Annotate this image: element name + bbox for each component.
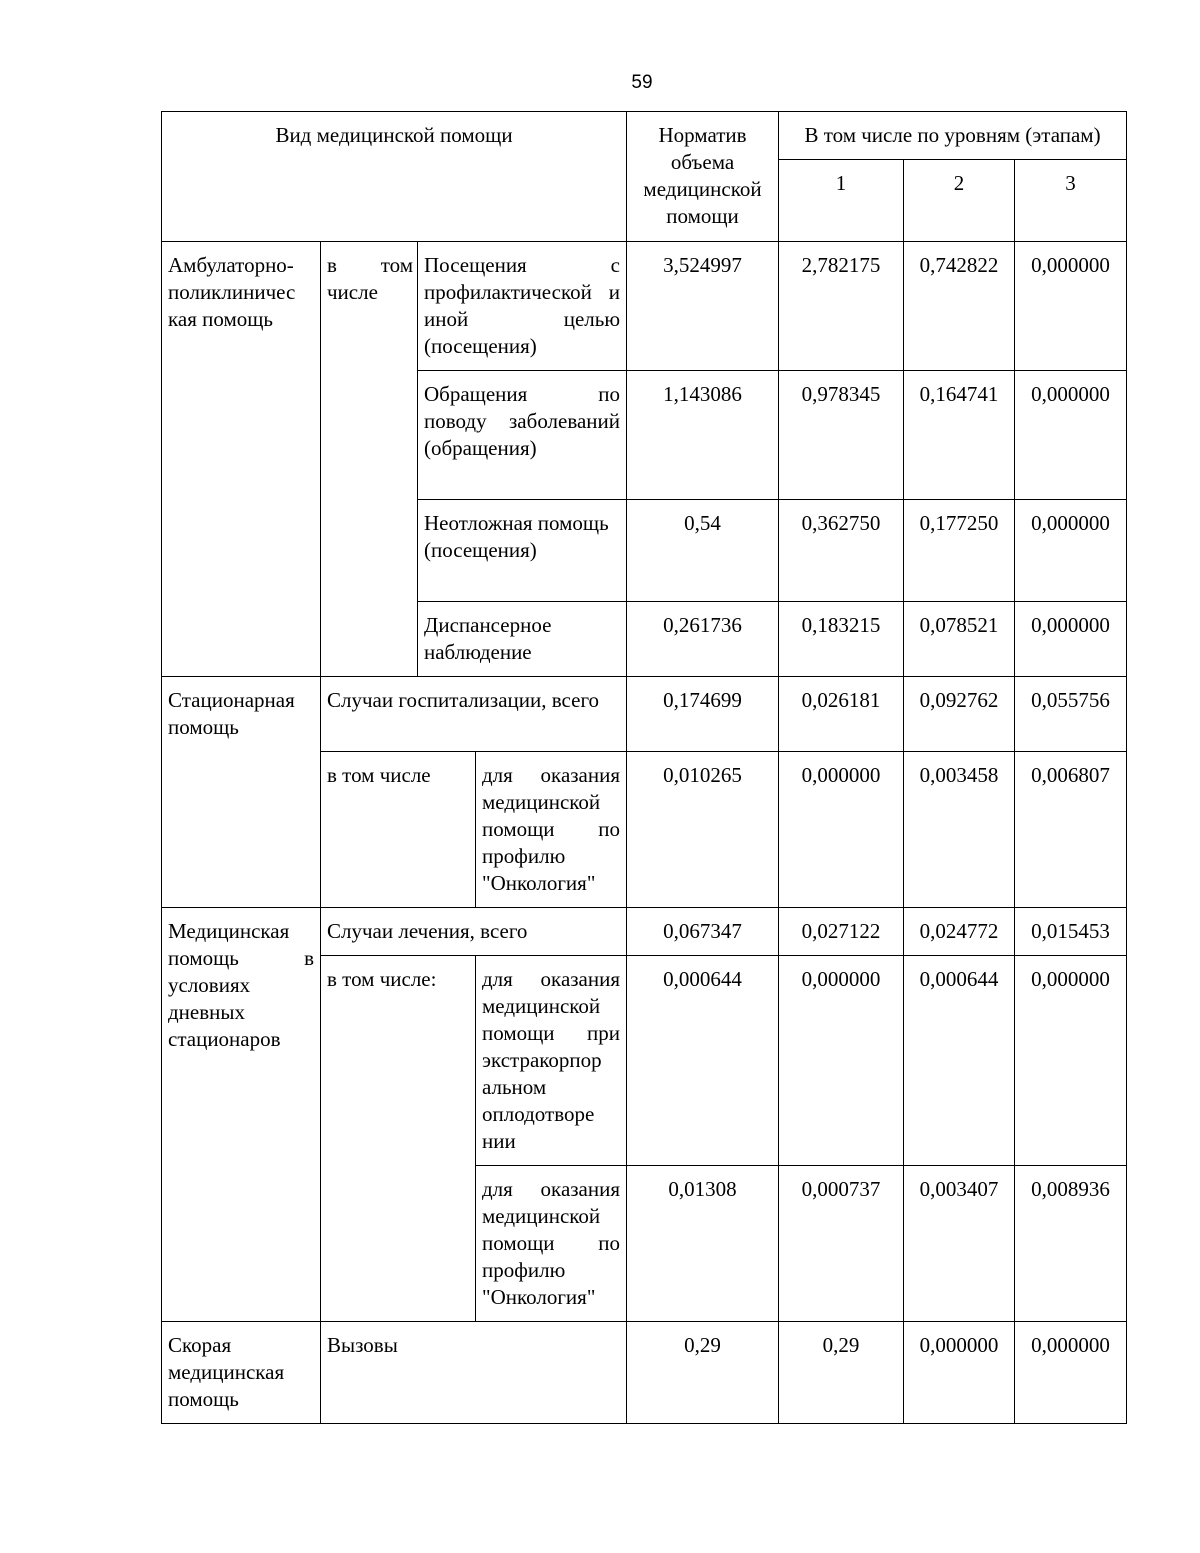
emerg-r1-norm: 0,29: [627, 1322, 779, 1424]
stat-type: Стационарная помощь: [162, 677, 321, 908]
amb-r1-label: Посещения с профилактической и иной целью (посещения): [418, 242, 627, 371]
table-row: [162, 908, 1127, 956]
emerg-r1-l3: 0,000000: [1015, 1322, 1127, 1424]
amb-r2-l2: 0,164741: [904, 371, 1015, 500]
amb-including-c: числе: [327, 280, 378, 304]
day-r1-l3: 0,015453: [1015, 908, 1127, 956]
day-r2-l3: 0,000000: [1015, 956, 1127, 1166]
stat-r2-l2: 0,003458: [904, 752, 1015, 908]
amb-r1-l2: 0,742822: [904, 242, 1015, 371]
stat-r1-l2: 0,092762: [904, 677, 1015, 752]
amb-including-b: том: [380, 253, 413, 277]
emerg-r1-label: Вызовы: [321, 1322, 627, 1424]
amb-r2-label: Обращения по поводу заболеваний (обращения): [418, 371, 627, 500]
amb-including-a: в: [327, 253, 337, 277]
amb-r2-l1: 0,978345: [779, 371, 904, 500]
stat-r2-label: для оказания медицинской помощи по профилю "Онкология": [476, 752, 627, 908]
header-row: [162, 112, 1127, 160]
amb-r3-l1: 0,362750: [779, 500, 904, 602]
stat-including: в том числе: [321, 752, 476, 908]
stat-r1-norm: 0,174699: [627, 677, 779, 752]
emerg-r1-l2: 0,000000: [904, 1322, 1015, 1424]
stat-r2-l3: 0,006807: [1015, 752, 1127, 908]
emerg-r1-l1: 0,29: [779, 1322, 904, 1424]
day-r1-label: Случаи лечения, всего: [321, 908, 627, 956]
amb-r3-l2: 0,177250: [904, 500, 1015, 602]
day-r1-norm: 0,067347: [627, 908, 779, 956]
amb-r1-l1: 2,782175: [779, 242, 904, 371]
medical-care-volume-table: [161, 111, 1127, 1424]
day-r3-l3: 0,008936: [1015, 1166, 1127, 1322]
header-type: Вид медицинской помощи: [162, 112, 627, 242]
stat-r1-l1: 0,026181: [779, 677, 904, 752]
amb-r4-l1: 0,183215: [779, 602, 904, 677]
amb-r2-norm: 1,143086: [627, 371, 779, 500]
day-r1-l1: 0,027122: [779, 908, 904, 956]
amb-r3-label: Неотложная помощь (посещения): [418, 500, 627, 602]
stat-r2-l1: 0,000000: [779, 752, 904, 908]
page-number: 59: [631, 72, 653, 93]
amb-r4-norm: 0,261736: [627, 602, 779, 677]
amb-r3-norm: 0,54: [627, 500, 779, 602]
amb-r1-norm: 3,524997: [627, 242, 779, 371]
emerg-type: Скорая медицинская помощь: [162, 1322, 321, 1424]
day-type: Медицинская помощь в условиях дневных стационаров: [162, 908, 321, 1322]
stat-r1-label: Случаи госпитализации, всего: [321, 677, 627, 752]
stat-r1-l3: 0,055756: [1015, 677, 1127, 752]
day-r3-norm: 0,01308: [627, 1166, 779, 1322]
table-row: [162, 677, 1127, 752]
day-r3-label: для оказания медицинской помощи по профилю "Онкология": [476, 1166, 627, 1322]
day-including: в том числе:: [321, 956, 476, 1322]
amb-r2-l3: 0,000000: [1015, 371, 1127, 500]
header-level-1: 1: [779, 160, 904, 242]
amb-r1-l3: 0,000000: [1015, 242, 1127, 371]
stat-r2-norm: 0,010265: [627, 752, 779, 908]
day-r3-l1: 0,000737: [779, 1166, 904, 1322]
amb-r4-l2: 0,078521: [904, 602, 1015, 677]
day-r2-label: для оказания медицинской помощи при экстракорпор альном оплодотворе нии: [476, 956, 627, 1166]
amb-r3-l3: 0,000000: [1015, 500, 1127, 602]
amb-r4-label: Диспансерное наблюдение: [418, 602, 627, 677]
day-r1-l2: 0,024772: [904, 908, 1015, 956]
day-r2-l1: 0,000000: [779, 956, 904, 1166]
header-norm: Норматив объема медицинской помощи: [627, 112, 779, 242]
day-r2-norm: 0,000644: [627, 956, 779, 1166]
header-level-3: 3: [1015, 160, 1127, 242]
day-r3-l2: 0,003407: [904, 1166, 1015, 1322]
table-row: [162, 242, 1127, 371]
day-r2-l2: 0,000644: [904, 956, 1015, 1166]
header-level-2: 2: [904, 160, 1015, 242]
amb-type: Амбулаторно-поликлиничес кая помощь: [162, 242, 321, 677]
amb-r4-l3: 0,000000: [1015, 602, 1127, 677]
amb-including: [321, 242, 418, 677]
header-levels: В том числе по уровням (этапам): [779, 112, 1127, 160]
table-row: [162, 1322, 1127, 1424]
